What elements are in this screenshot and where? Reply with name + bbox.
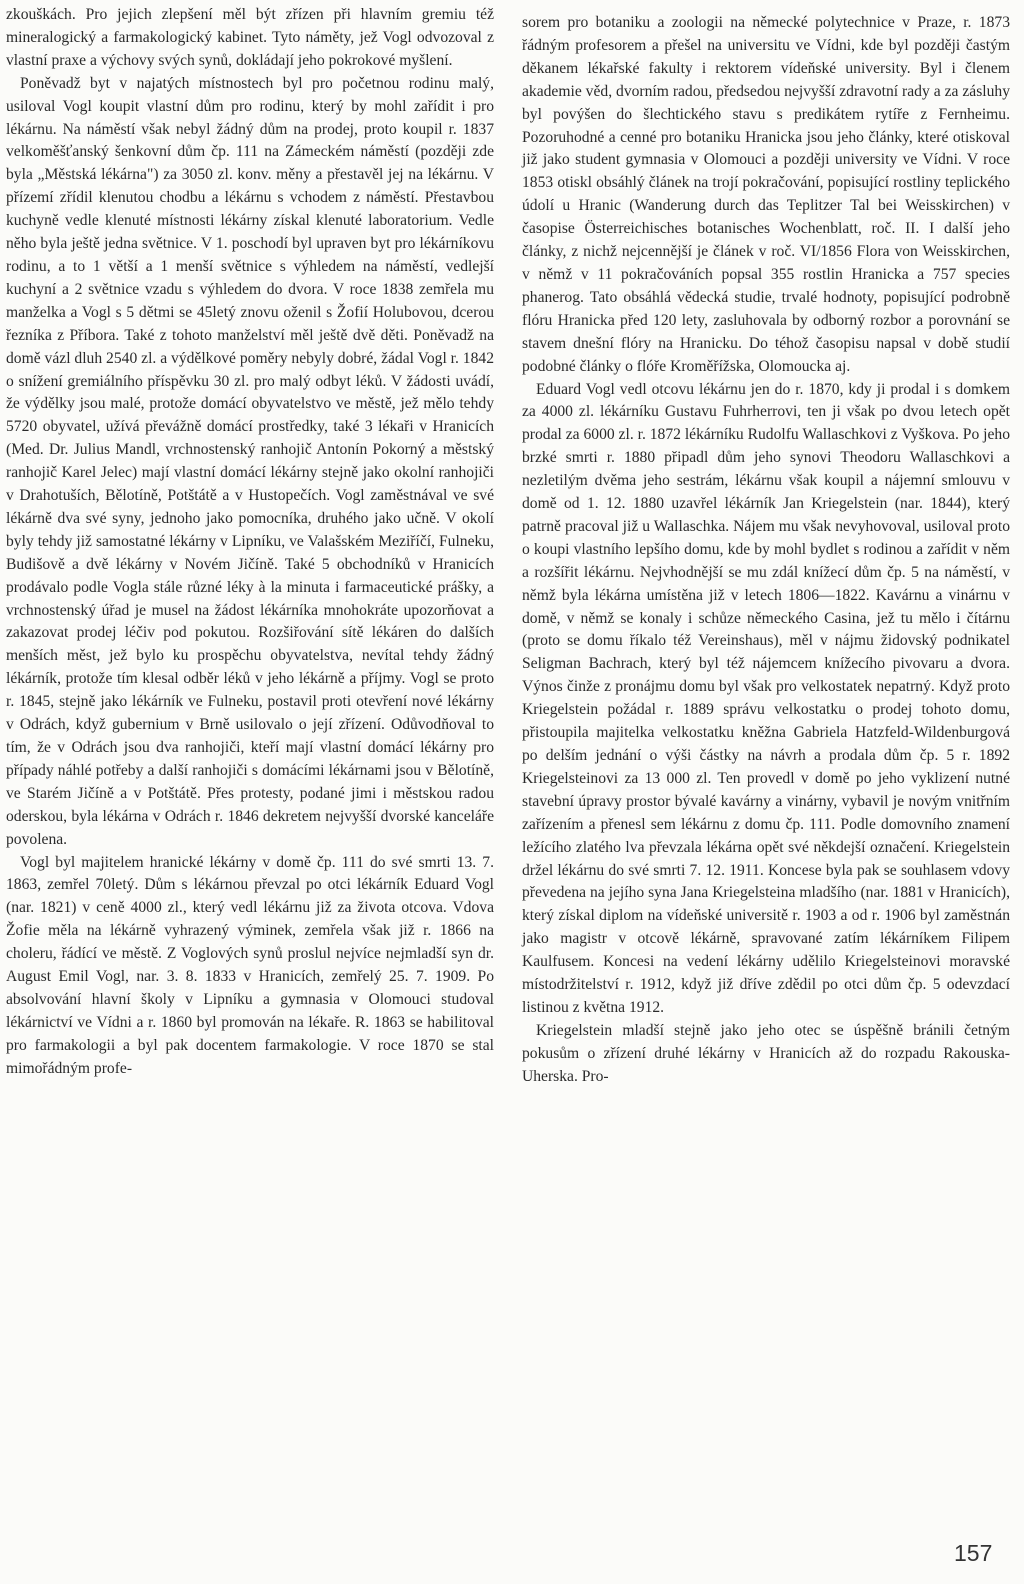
- paragraph: zkouškách. Pro jejich zlepšení měl být zřízen při hlavním gremiu též mineralogický a farmakologický kabinet. Tyto náměty, jež Vogl odvozoval z vlastní praxe a výchovy svých synů, dokládají jeho pokrokové myšlení.: [6, 6, 494, 69]
- left-column: [6, 4, 494, 1081]
- paragraph: Poněvadž byt v najatých místnostech byl pro početnou rodinu malý, usiloval Vogl koupit vlastní dům pro rodinu, který by mohl zařídit i pro lékárnu. Na náměstí však nebyl žádný dům na prodej, proto koupil r. 1837 velkoměšťanský šenkovní dům čp. 111 na Zámeckém náměstí (později zde byla „Městská lékárna") za 3050 zl. konv. měny a přestavěl jej na lékárnu. V přízemí zřídil klenutou chodbu a lékárnu s vchodem z náměstí. Přestavbou kuchyně vedle klenuté místnosti lékárny získal klenuté laboratorium. Vedle něho byla ještě jedna světnice. V 1. poschodí byl upraven byt pro lékárníkovu rodinu, a to 1 větší a 1 menší světnice s výhledem na náměstí, vedlejší kuchyní a 2 světnice vzadu s výhledem do dvora. V roce 1838 zemřela mu manželka a Vogl s 5 dětmi se 45letý znovu oženil s Žofií Holubovou, dcerou řezníka z Příbora. Také z tohoto manželství měl ještě dvě děti. Poněvadž na domě vázl dluh 2540 zl. a výdělkové poměry nebyly dobré, žádal Vogl r. 1842 o snížení gremiálního příspěvku 30 zl. pro malý odbyt léků. V žádosti uvádí, že výdělky jsou malé, protože domácí obyvatelstvo ve městě, jež mělo tehdy 5720 obyvatel, užívá převážně domácí prostředky, také 3 lékaři v Hranicích (Med. Dr. Julius Mandl, vrchnostenský ranhojič Antonín Pokorný a městský ranhojič Karel Jelec) mají vlastní domácí lékárny stejně jako okolní ranhojiči v Drahotuších, Bělotíně, Potštátě a v Hustopečích. Vogl zaměstnával ve své lékárně dva své syny, jednoho jako pomocníka, druhého jako učně. V okolí byly tehdy již samostatné lékárny v Lipníku, ve Valašském Meziříčí, Fulneku, Budišově a dvě lékárny v Novém Jičíně. Také 5 obchodníků v Hranicích prodávalo podle Vogla stále různé léky à la minuta i farmaceutické prášky, a vrchnostenský úřad je musel na žádost lékárníka mnohokráte upozorňovat a zakazovat prodej léčiv pod pokutou. Rozšiřování sítě lékáren do dalších menších měst, jež bylo ku prospěchu obyvatelstva, nevítal tehdy žádný lékárník, protože tím klesal odběr léků v jeho lékárně a příjmy. Vogl se proto r. 1845, stejně jako lékárník ve Fulneku, postavil proti otevření nové lékárny v Odrách, když gubernium v Brně usilovalo o její zřízení. Odůvodňoval to tím, že v Odrách jsou dva ranhojiči, kteří mají vlastní domácí lékárny pro případy náhlé potřeby a další ranhojiči s domácími lékárnami jsou v Bělotíně, ve Starém Jičíně a v Potštátě. Přes protesty, podané jimi i městskou radou oderskou, byla lékárna v Odrách r. 1846 dekretem nejvyšší dvorské kanceláře povolena.: [6, 74, 494, 848]
- paragraph: Vogl byl majitelem hranické lékárny v domě čp. 111 do své smrti 13. 7. 1863, zemřel 70letý. Dům s lékárnou převzal po otci lékárník Eduard Vogl (nar. 1821) v ceně 4000 zl., který vedl lékárnu již za života otcova. Vdova Žofie měla na lékárně vyhrazený výminek, zemřela však již r. 1866 na choleru, řádící ve městě. Z Voglových synů proslul nejvíce nejmladší syn dr. August Emil Vogl, nar. 3. 8. 1833 v Hranicích, zemřelý 25. 7. 1909. Po absolvování hlavní školy v Lipníku a gymnasia v Olomouci studoval lékárnictví ve Vídni a r. 1860 byl promován na lékaře. R. 1863 se habilitoval pro farmakologii a byl pak docentem farmakologie. V roce 1870 se stal mimořádným profe-: [6, 853, 494, 1077]
- page-number: 157: [954, 1540, 993, 1566]
- paragraph: Eduard Vogl vedl otcovu lékárnu jen do r. 1870, kdy ji prodal i s domkem za 4000 zl. lékárníku Gustavu Fuhrherrovi, ten ji však po dvou letech opět prodal za 6000 zl. r. 1872 lékárníku Rudolfu Wallaschkovi z Vyškova. Po jeho brzké smrti r. 1880 připadl dům jeho synovi Theodoru Wallaschkovi a nezletilým dvěma jeho sestrám, lékárnu však koupil a nájemní smlouvu v domě od 1. 12. 1880 uzavřel lékárník Jan Kriegelstein (nar. 1844), který patrně pracoval již u Wallaschka. Nájem mu však nevyhovoval, usiloval proto o koupi vlastního lepšího domu, kde by mohl bydlet s rodinou a zařídit v něm a rozšířit lékárnu. Nejvhodnější se mu zdál knížecí dům čp. 5 na náměstí, v němž byla lékárna umístěna již v letech 1806—1822. Kavárnu a vinárnu v domě, v němž se konaly i schůze německého Casina, jež tu mělo i čítárnu (proto se domu říkalo též Vereinshaus), měl v nájmu židovský podnikatel Seligman Bachrach, který byl též nájemcem knížecího pivovaru a dvora. Výnos činže z pronájmu domu byl však pro velkostatek nepatrný. Když proto Kriegelstein požádal r. 1889 správu velkostatku o prodej tohoto domu, přistoupila majitelka velkostatku kněžna Gabriela Hatzfeld-Wildenburgová po delším jednání o výši částky na návrh a prodala dům čp. 5 r. 1892 Kriegelsteinovi za 13 000 zl. Ten provedl v domě po jeho vyklizení nutné stavební úpravy prostor bývalé kavárny a vinárny, vybavil je novým vnitřním zařízením a přenesl sem lékárnu z domu čp. 111. Podle domovního znamení ležícího zlatého lva převzala lékárna opět své někdejší označení. Kriegelstein držel lékárnu do své smrti 7. 12. 1911. Koncese byla pak se souhlasem vdovy převedena na jejího syna Jana Kriegelsteina mladšího (nar. 1881 v Hranicích), který získal diplom na vídeňské universitě r. 1903 a od r. 1906 byl zaměstnán jako magistr v otcově lékárně, spravované zatím lékárníkem Filipem Kaulfusem. Koncesi na vedení lékárny udělilo Kriegelsteinovi moravské místodržitelství r. 1912, když již dříve zdědil po otci dům čp. 5 odevzdací listinou z května 1912.: [522, 380, 1010, 1016]
- right-column: [522, 12, 1010, 1089]
- paragraph: Kriegelstein mladší stejně jako jeho otec se úspěšně bránili četným pokusům o zřízení druhé lékárny v Hranicích až do rozpadu Rakouska-Uherska. Pro-: [522, 1021, 1010, 1085]
- paragraph: sorem pro botaniku a zoologii na německé polytechnice v Praze, r. 1873 řádným profesorem a přešel na universitu ve Vídni, kde byl později častým děkanem lékařské fakulty i rektorem vídeňské university. Byl i členem akademie věd, dvorním radou, předsedou nejvyšší zdravotní rady a za zásluhy byl povýšen do šlechtického stavu s predikátem rytíře z Fernheimu. Pozoruhodné a cenné pro botaniku Hranicka jsou jeho články, které otiskoval již jako student gymnasia v Olomouci a později university ve Vídni. V roce 1853 otiskl obsáhlý článek na trojí pokračování, popisující rostliny teplického údolí u Hranic (Wanderung durch das Teplitzer Tal bei Weisskirchen) v časopise Österreichisches botanisches Wochenblatt, roč. II. I další jeho články, z nichž nejcennější je článek v roč. VI/1856 Flora von Weisskirchen, v němž v 11 pokračováních popsal 355 rostlin Hranicka a 757 species phanerog. Tato obsáhlá vědecká studie, trvalé hodnoty, popisující podrobně flóru Hranicka před 120 lety, zasluhovala by odborný rozbor a porovnání se stavem dnešní flóry na Hranicku. Do téhož časopisu napsal v době studií podobné články o flóře Kroměřížska, Olomoucka aj.: [522, 14, 1010, 375]
